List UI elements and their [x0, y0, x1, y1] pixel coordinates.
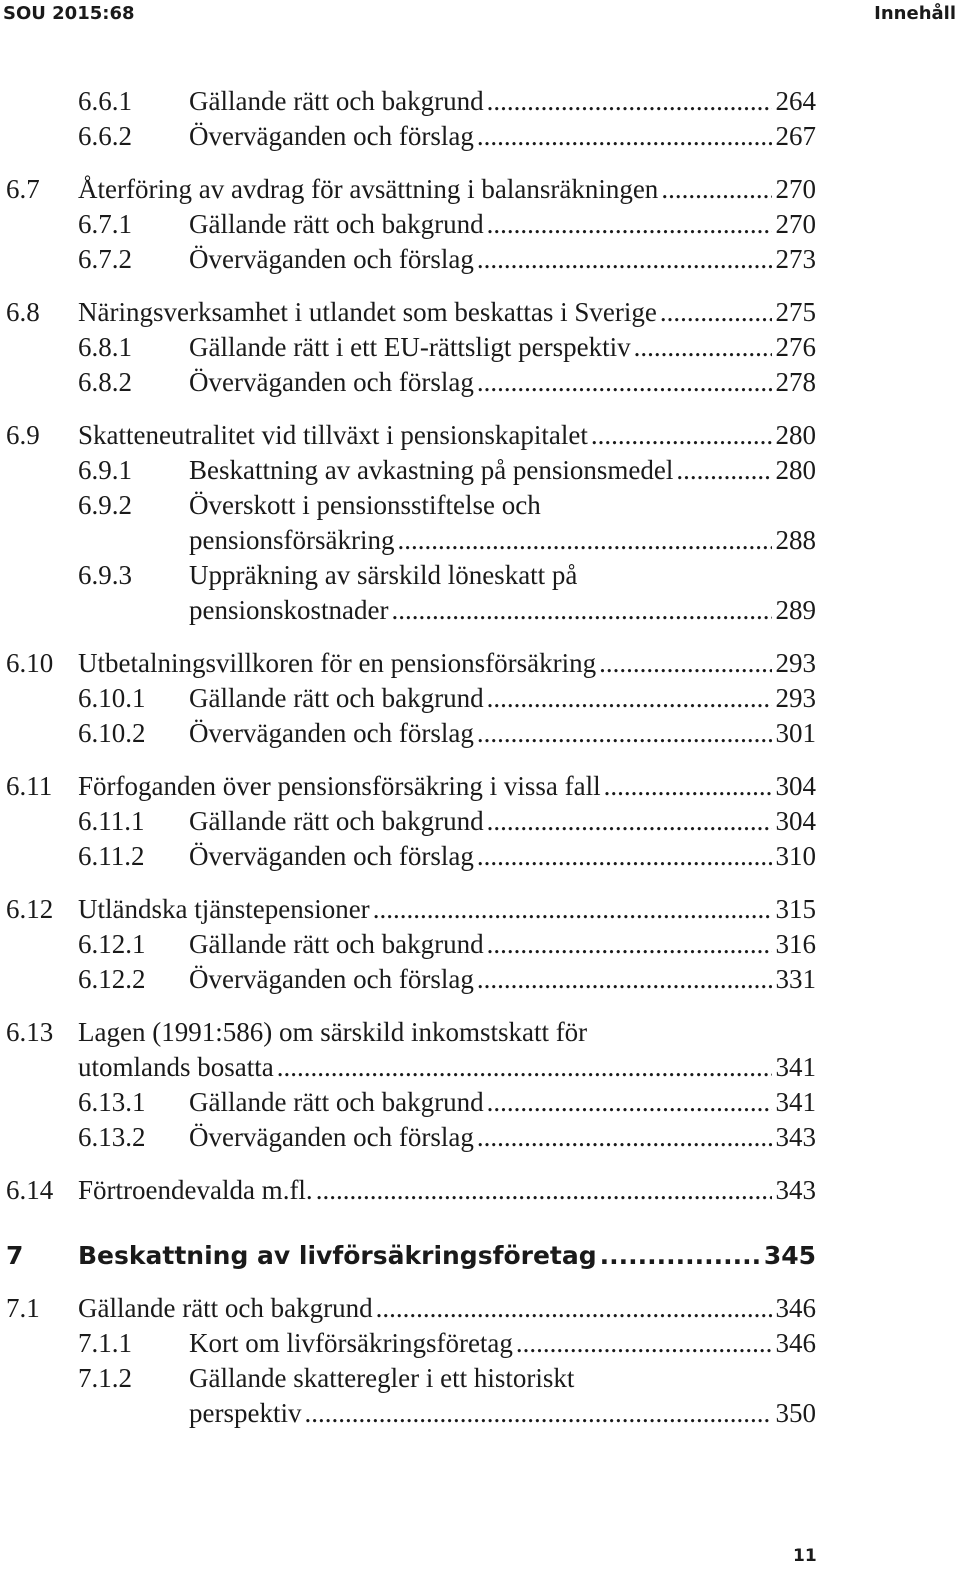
toc-entry[interactable]: [0, 418, 816, 453]
toc-title: Skatteneutralitet vid tillväxt i pensionskapitalet: [78, 420, 588, 450]
page-header: [0, 0, 960, 30]
toc-page: 350: [775, 1398, 816, 1428]
toc-title: utomlands bosatta: [78, 1052, 274, 1082]
dot-leader: [487, 804, 772, 839]
toc-page: 343: [775, 1175, 816, 1205]
toc-page: 346: [775, 1293, 816, 1323]
toc-page: 264: [775, 86, 816, 116]
toc-page: 341: [775, 1052, 816, 1082]
toc-entry[interactable]: [0, 1291, 816, 1326]
toc-title-line: Lagen (1991:586) om särskild inkomstskatt för: [78, 1017, 588, 1047]
toc-page: 288: [775, 525, 816, 555]
toc-entry[interactable]: [0, 453, 816, 488]
toc-number: 6.10.1: [78, 683, 146, 713]
toc-entry[interactable]: [0, 1361, 816, 1431]
toc-number: 6.7.1: [78, 209, 132, 239]
dot-leader: [591, 418, 772, 453]
page-number: 11: [793, 1546, 817, 1566]
toc-title: Gällande rätt och bakgrund: [189, 929, 484, 959]
dot-leader: [477, 1120, 772, 1155]
toc-entry[interactable]: [0, 1326, 816, 1361]
toc-title: Kort om livförsäkringsföretag: [189, 1328, 513, 1358]
toc-page: 273: [775, 244, 816, 274]
toc-entry[interactable]: [0, 681, 816, 716]
toc-page: 304: [775, 771, 816, 801]
toc-entry[interactable]: [0, 892, 816, 927]
toc-page: 316: [775, 929, 816, 959]
dot-leader: [661, 172, 771, 207]
toc-title-line: Överskott i pensionsstiftelse och: [189, 490, 541, 520]
toc-title: Gällande rätt och bakgrund: [189, 86, 484, 116]
toc-entry[interactable]: [0, 804, 816, 839]
dot-leader: [487, 84, 772, 119]
dot-leader: [487, 1085, 772, 1120]
toc-title: Utbetalningsvillkoren för en pensionsförsäkring: [78, 648, 597, 678]
toc-number: 6.9.3: [78, 560, 132, 590]
toc-page: 346: [775, 1328, 816, 1358]
toc-title: Överväganden och förslag: [189, 244, 474, 274]
toc-number: 6.8: [6, 297, 40, 327]
toc-entry[interactable]: [0, 207, 816, 242]
toc-page: 276: [775, 332, 816, 362]
toc-page: 270: [775, 174, 816, 204]
section-title: Innehåll: [874, 3, 956, 24]
toc-entry[interactable]: [0, 84, 816, 119]
toc-number: 6.13: [6, 1017, 54, 1047]
toc-page: 301: [775, 718, 816, 748]
toc-number: 6.10: [6, 648, 54, 678]
dot-leader: [516, 1326, 772, 1361]
toc-number: 6.11.1: [78, 806, 145, 836]
toc-page: 278: [775, 367, 816, 397]
dot-leader: [391, 593, 771, 628]
toc-number: 6.9.1: [78, 455, 132, 485]
toc-entry[interactable]: [0, 927, 816, 962]
toc-title: Gällande rätt och bakgrund: [189, 806, 484, 836]
toc-number: 6.6.1: [78, 86, 132, 116]
toc-title: Utländska tjänstepensioner: [78, 894, 370, 924]
dot-leader: [604, 769, 772, 804]
toc-number: 6.6.2: [78, 121, 132, 151]
toc-entry[interactable]: [0, 365, 816, 400]
dot-leader: [600, 1238, 760, 1273]
toc-page: 331: [775, 964, 816, 994]
toc-number: 7.1.1: [78, 1328, 132, 1358]
toc-page: 345: [763, 1241, 816, 1270]
toc-title: perspektiv: [189, 1398, 302, 1428]
toc-title: pensionsförsäkring: [189, 525, 395, 555]
dot-leader: [477, 716, 772, 751]
toc-title: Beskattning av avkastning på pensionsmedel: [189, 455, 674, 485]
toc-number: 6.11.2: [78, 841, 145, 871]
dot-leader: [277, 1050, 772, 1085]
toc-entry[interactable]: [0, 769, 816, 804]
toc-title: Gällande rätt i ett EU-rättsligt perspektiv: [189, 332, 631, 362]
toc-number: 7: [6, 1241, 24, 1270]
toc-page: 293: [775, 648, 816, 678]
toc-title: pensionskostnader: [189, 595, 389, 625]
toc-page: 280: [775, 420, 816, 450]
dot-leader: [477, 962, 772, 997]
dot-leader: [676, 453, 771, 488]
dot-leader: [397, 523, 771, 558]
toc-page: 341: [775, 1087, 816, 1117]
toc-entry[interactable]: [0, 295, 816, 330]
toc-number: 6.8.1: [78, 332, 132, 362]
toc-number: 6.10.2: [78, 718, 146, 748]
toc-number: 6.11: [6, 771, 53, 801]
toc-page: 343: [775, 1122, 816, 1152]
toc-number: 6.9: [6, 420, 40, 450]
toc-title: Överväganden och förslag: [189, 841, 474, 871]
toc-title: Överväganden och förslag: [189, 1122, 474, 1152]
toc-title: Gällande rätt och bakgrund: [189, 1087, 484, 1117]
toc-title-line: Gällande skatteregler i ett historiskt: [189, 1363, 575, 1393]
toc-number: 7.1: [6, 1293, 40, 1323]
dot-leader: [487, 681, 772, 716]
toc-entry[interactable]: [0, 172, 816, 207]
toc-title: Gällande rätt och bakgrund: [189, 209, 484, 239]
dot-leader: [487, 927, 772, 962]
dot-leader: [373, 892, 772, 927]
toc-entry[interactable]: [0, 488, 816, 558]
toc-entry[interactable]: [0, 839, 816, 874]
toc-entry[interactable]: [0, 1085, 816, 1120]
dot-leader: [477, 365, 772, 400]
toc-title: Förfoganden över pensionsförsäkring i vissa fall: [78, 771, 601, 801]
toc-number: 7.1.2: [78, 1363, 132, 1393]
toc-title: Överväganden och förslag: [189, 121, 474, 151]
toc-page: 289: [775, 595, 816, 625]
toc-title-line: Uppräkning av särskild löneskatt på: [189, 560, 578, 590]
toc-number: 6.13.1: [78, 1087, 146, 1117]
toc-number: 6.12.1: [78, 929, 146, 959]
report-identifier: SOU 2015:68: [3, 3, 135, 24]
toc-number: 6.8.2: [78, 367, 132, 397]
toc-page: 280: [775, 455, 816, 485]
dot-leader: [316, 1173, 772, 1208]
dot-leader: [487, 207, 772, 242]
dot-leader: [376, 1291, 772, 1326]
toc-title: Förtroendevalda m.fl.: [78, 1175, 313, 1205]
toc-number: 6.12: [6, 894, 54, 924]
table-of-contents: [0, 84, 960, 1431]
toc-entry[interactable]: [0, 330, 816, 365]
toc-page: 270: [775, 209, 816, 239]
toc-number: 6.13.2: [78, 1122, 146, 1152]
dot-leader: [660, 295, 772, 330]
dot-leader: [477, 119, 772, 154]
toc-entry[interactable]: [0, 716, 816, 751]
toc-page: 315: [775, 894, 816, 924]
toc-page: 310: [775, 841, 816, 871]
dot-leader: [634, 330, 772, 365]
toc-title: Överväganden och förslag: [189, 718, 474, 748]
toc-number: 6.7.2: [78, 244, 132, 274]
toc-title: Näringsverksamhet i utlandet som beskattas i Sverige: [78, 297, 657, 327]
toc-entry[interactable]: [0, 119, 816, 154]
toc-entry[interactable]: [0, 1120, 816, 1155]
toc-chapter-entry[interactable]: [0, 1238, 816, 1273]
toc-page: 304: [775, 806, 816, 836]
toc-title: Beskattning av livförsäkringsföretag: [78, 1241, 597, 1270]
toc-page: 275: [775, 297, 816, 327]
toc-entry[interactable]: [0, 558, 816, 628]
toc-title: Överväganden och förslag: [189, 964, 474, 994]
toc-title: Överväganden och förslag: [189, 367, 474, 397]
toc-entry[interactable]: [0, 1015, 816, 1085]
toc-number: 6.14: [6, 1175, 54, 1205]
dot-leader: [599, 646, 771, 681]
toc-title: Gällande rätt och bakgrund: [189, 683, 484, 713]
toc-title: Återföring av avdrag för avsättning i balansräkningen: [78, 174, 659, 204]
toc-number: 6.7: [6, 174, 40, 204]
toc-page: 293: [775, 683, 816, 713]
dot-leader: [477, 242, 772, 277]
toc-entry[interactable]: [0, 1173, 816, 1208]
toc-title: Gällande rätt och bakgrund: [78, 1293, 373, 1323]
toc-number: 6.9.2: [78, 490, 132, 520]
toc-entry[interactable]: [0, 646, 816, 681]
dot-leader: [477, 839, 772, 874]
toc-entry[interactable]: [0, 962, 816, 997]
toc-page: 267: [775, 121, 816, 151]
dot-leader: [304, 1396, 771, 1431]
toc-entry[interactable]: [0, 242, 816, 277]
toc-number: 6.12.2: [78, 964, 146, 994]
